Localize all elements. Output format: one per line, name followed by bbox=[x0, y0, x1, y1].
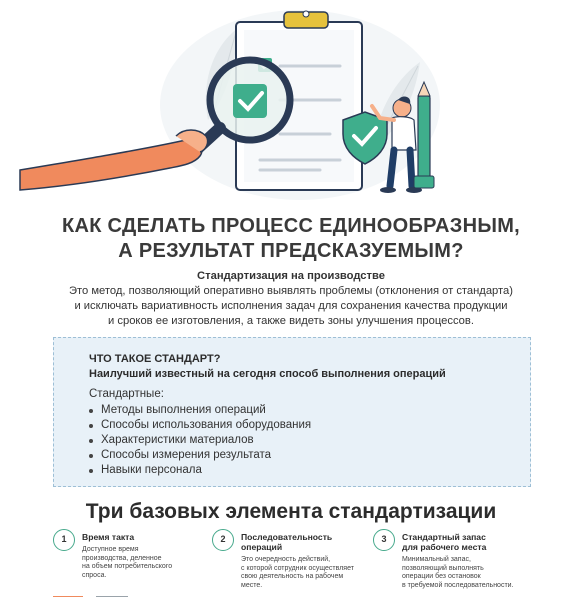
headline-line-1: КАК СДЕЛАТЬ ПРОЦЕСС ЕДИНООБРАЗНЫМ, bbox=[61, 215, 521, 237]
intro-title: Стандартизация на производстве bbox=[197, 270, 385, 282]
element-text-line-3: на объем потребительского bbox=[82, 563, 173, 570]
bullet-icon bbox=[89, 409, 93, 413]
element-title bbox=[82, 532, 134, 542]
element-description bbox=[402, 556, 514, 590]
element-text-line-1: Доступное время bbox=[82, 546, 139, 553]
box-title: ЧТО ТАКОЕ СТАНДАРТ? bbox=[89, 353, 221, 365]
list-item bbox=[89, 463, 311, 478]
list-item-text: Методы выполнения операций bbox=[101, 404, 266, 416]
section-title: Три базовых элемента стандартизации bbox=[85, 500, 497, 523]
hero-illustration bbox=[0, 0, 582, 200]
standard-list bbox=[89, 403, 311, 478]
intro-block bbox=[30, 269, 552, 329]
number-badge: 3 bbox=[373, 529, 395, 551]
element-card-2 bbox=[212, 529, 372, 589]
element-card-1 bbox=[53, 529, 203, 589]
box-lead: Стандартные: bbox=[89, 388, 164, 400]
list-item bbox=[89, 403, 311, 418]
accent-divider-gray bbox=[96, 596, 128, 597]
element-title-line-1: Стандартный запас bbox=[402, 532, 486, 542]
element-text-line-4: месте. bbox=[241, 581, 263, 589]
list-item bbox=[89, 433, 311, 448]
element-title-line-1: Последовательность bbox=[241, 532, 333, 542]
element-card-3 bbox=[373, 529, 533, 589]
element-text-line-1: Минимальный запас, bbox=[402, 556, 471, 563]
number-badge: 1 bbox=[53, 529, 75, 551]
bullet-icon bbox=[89, 454, 93, 458]
element-description bbox=[82, 546, 172, 580]
intro-line-1: Это метод, позволяющий оперативно выявлять проблемы (отклонения от стандарта) bbox=[69, 285, 513, 297]
element-title bbox=[241, 532, 332, 552]
box-subtitle: Наилучший известный на сегодня способ выполнения операций bbox=[89, 368, 446, 380]
page-headline bbox=[0, 214, 582, 264]
element-title-line-1: Время такта bbox=[82, 532, 135, 542]
list-item bbox=[89, 418, 311, 433]
element-text-line-3: операции без остановок bbox=[402, 573, 481, 580]
element-title-line-2: для рабочего места bbox=[402, 542, 487, 552]
list-item-text: Характеристики материалов bbox=[101, 434, 254, 446]
list-item bbox=[89, 448, 311, 463]
bullet-icon bbox=[89, 469, 93, 473]
standard-info-box bbox=[53, 337, 531, 487]
element-title bbox=[402, 532, 486, 552]
element-title-line-2: операций bbox=[241, 542, 283, 552]
element-text-line-2: с которой сотрудник осуществляет bbox=[241, 564, 354, 572]
element-text-line-1: Это очередность действий, bbox=[241, 556, 331, 563]
element-text-line-4: в требуемой последовательности. bbox=[402, 581, 514, 589]
list-item-text: Способы использования оборудования bbox=[101, 419, 312, 431]
element-text-line-2: позволяющий выполнять bbox=[402, 564, 484, 572]
element-text-line-3: свою деятельность на рабочем bbox=[241, 573, 344, 580]
headline-line-2: А РЕЗУЛЬТАТ ПРЕДСКАЗУЕМЫМ? bbox=[118, 240, 464, 262]
accent-divider-orange bbox=[53, 596, 83, 597]
element-text-line-2: производства, деленное bbox=[82, 554, 162, 562]
element-text-line-4: спроса. bbox=[82, 571, 107, 579]
intro-line-2: и исключать вариативность исполнения задач для сохранения качества продукции bbox=[74, 300, 508, 312]
list-item-text: Способы измерения результата bbox=[101, 449, 272, 461]
intro-line-3: и сроков ее изготовления, а также видеть зоны улучшения процессов. bbox=[108, 315, 474, 327]
list-item-text: Навыки персонала bbox=[101, 464, 202, 476]
bullet-icon bbox=[89, 424, 93, 428]
bullet-icon bbox=[89, 439, 93, 443]
number-badge: 2 bbox=[212, 529, 234, 551]
element-description bbox=[241, 556, 354, 590]
